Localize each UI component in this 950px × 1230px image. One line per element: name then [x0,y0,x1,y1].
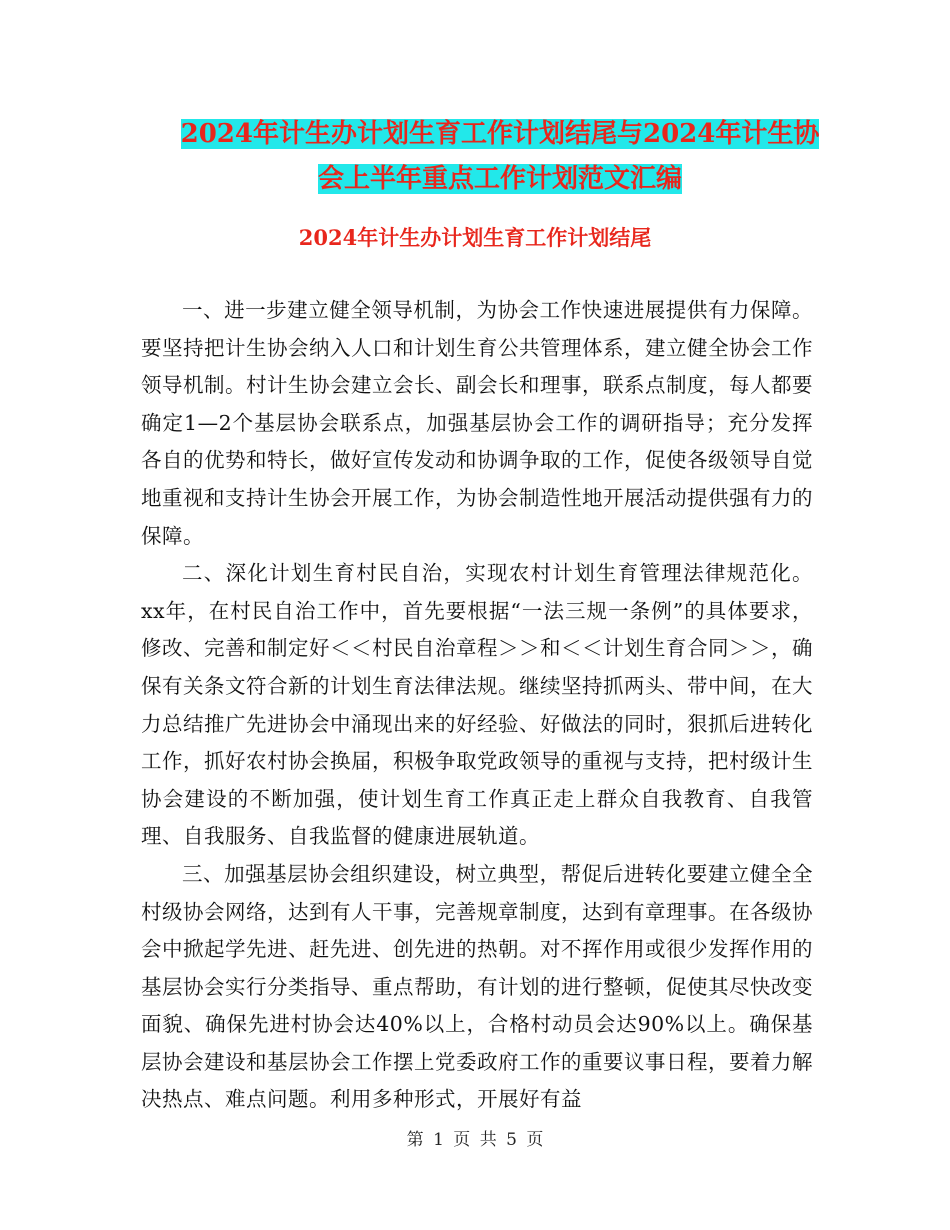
paragraph-1: 一、进一步建立健全领导机制，为协会工作快速进展提供有力保障。要坚持把计生协会纳入人口和计划生育公共管理体系，建立健全协会工作领导机制。村计生协会建立会长、副会长和理事，联系点制度，每人都要确定1—2个基层协会联系点，加强基层协会工作的调研指导；充分发挥各自的优势和特长，做好宣传发动和协调争取的工作，促使各级领导自觉地重视和支持计生协会开展工作，为协会制造性地开展活动提供强有力的保障。 [141,298,813,548]
paragraph-2: 二、深化计划生育村民自治，实现农村计划生育管理法律规范化。xx年，在村民自治工作中，首先要根据“一法三规一条例”的具体要求，修改、完善和制定好＜＜村民自治章程＞＞和＜＜计划生育合同＞＞，确保有关条文符合新的计划生育法律法规。继续坚持抓两头、带中间，在大力总结推广先进协会中涌现出来的好经验、好做法的同时，狠抓后进转化工作，抓好农村协会换届，积极争取党政领导的重视与支持，把村级计生协会建设的不断加强，使计划生育工作真正走上群众自我教育、自我管理、自我服务、自我监督的健康进展轨道。 [141,561,813,849]
page-footer: 第 1 页 共 5 页 [406,1130,544,1150]
section-title: 2024年计生办计划生育工作计划结尾 [298,225,652,250]
document-title-line-1: 2024年计生办计划生育工作计划结尾与2024年计生协 [180,119,820,149]
document-title-line-2: 会上半年重点工作计划范文汇编 [317,164,682,194]
document-title [120,112,880,202]
paragraph-3: 三、加强基层协会组织建设，树立典型，帮促后进转化要建立健全全村级协会网络，达到有人干事，完善规章制度，达到有章理事。在各级协会中掀起学先进、赶先进、创先进的热朝。对不挥作用或很少发挥作用的基层协会实行分类指导、重点帮助，有计划的进行整顿，促使其尽快改变面貌、确保先进村协会达40%以上，合格村动员会达90%以上。确保基层协会建设和基层协会工作摆上党委政府工作的重要议事日程，要着力解决热点、难点问题。利用多种形式，开展好有益 [141,861,813,1112]
document-body [141,292,813,1119]
